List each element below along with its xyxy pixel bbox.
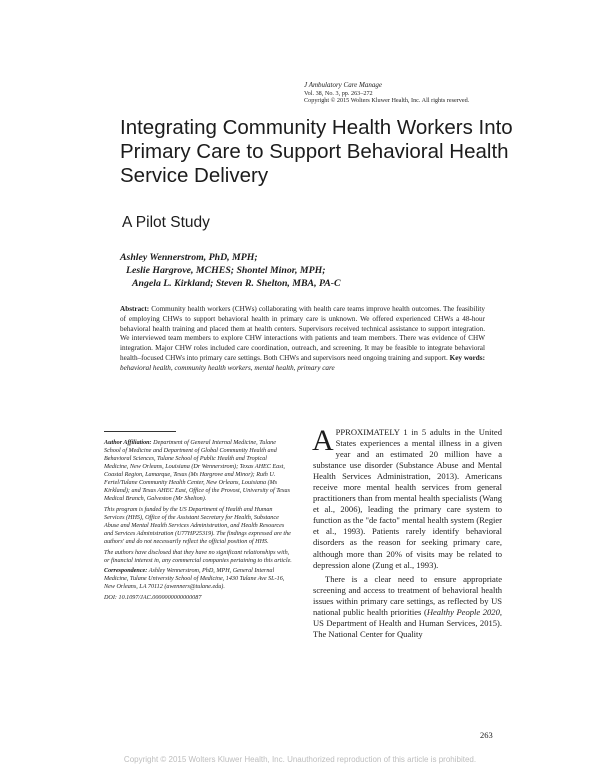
author-list: [120, 251, 540, 290]
body-paragraph: [312, 424, 502, 571]
correspondence-note: [104, 567, 292, 591]
author-line: Angela L. Kirkland; Steven R. Shelton, MBA, PA-C: [132, 278, 341, 289]
author-line: Leslie Hargrove, MCHES; Shontel Minor, MPH;: [126, 265, 326, 276]
lead-in: PPROXIMATELY: [335, 427, 400, 437]
affiliation-note: [104, 439, 292, 503]
drop-cap: A: [312, 424, 334, 457]
abstract: [120, 305, 485, 374]
doi-note: DOI: 10.1097/JAC.0000000000000087: [104, 594, 202, 601]
footnotes: [104, 439, 292, 604]
funding-note: This program is funded by the US Department of Health and Human Services (HHS), Office of the Assistant Secretary for Health, Substance Abuse and Mental Health Services Administration, and Health Resources and Services Administration (U77HP25319). The findings expressed are the authors' and do not necessarily reflect the official position of HHS.: [104, 506, 291, 546]
footer-copyright: Copyright © 2015 Wolters Kluwer Health, Inc. Unauthorized reproduction of this article is prohibited.: [123, 755, 477, 764]
paragraph-text: 1 in 5 adults in the United States experiences a mental illness in a given year and an estimated 20 million have a substance use disorder (Substance Abuse and Mental Health Services Administration, 2013). Americans receive more mental health services from general practitioners than from mental health specialists (Wang et al., 2006), leading the primary care system to function as the "de facto" mental health system (Regier et al., 1993). Patients rarely identify behavioral disorders as the reason for seeking primary care, although more than 20% of visits may be related to depression alone (Zung et al., 1993).: [313, 427, 502, 570]
correspondence-label: Correspondence:: [104, 568, 148, 575]
body-text-column: [312, 424, 502, 643]
paragraph-text: There is a clear need to ensure appropriate screening and access to treatment of behavioral health issues within primary care settings, as reflected by US national public health priorities (: [313, 573, 502, 617]
journal-volume: Vol. 38, No. 3, pp. 263–272: [304, 89, 373, 97]
abstract-text: Community health workers (CHWs) collaborating with health care teams improve health outcomes. The feasibility of employing CHWs to support behavioral health in primary care is unknown. We offered experienced CHWs a 48-hour behavioral health training and placed them at health centers. Supervisors received technical assistance to support integration. We interviewed team members to explore CHW interactions with patients and team members. There was evidence of CHW integration. Major CHW roles included care coordination, outreach, and screening. It may be feasible to integrate behavioral health–focused CHWs into primary care settings. Both CHWs and supervisors need ongoing training and support.: [120, 305, 486, 362]
abstract-label: Abstract:: [120, 305, 150, 313]
keywords-text: behavioral health, community health workers, mental health, primary care: [120, 363, 335, 372]
author-line: Ashley Wennerstrom, PhD, MPH;: [120, 252, 258, 263]
page-number: 263: [480, 730, 493, 740]
affiliation-text: Department of General Internal Medicine, Tulane School of Medicine and Department of Global Community Health and Behavioral Sciences, Tulane School of Public Health and Tropical Medicine, New Orleans, Louisiana (Dr Wennerstrom); Texas AHEC East, Coastal Region, Lamarque, Texas (Ms Hargrove and Minor); Ruth U. Fertel/Tulane Community Health Center, New Orleans, Louisiana (Ms Kirkland); and Texas AHEC East, Office of the Provost, University of Texas Medical Branch, Galveston (Mr Shelton).: [104, 440, 290, 503]
article-title: Integrating Community Health Workers Into Primary Care to Support Behavioral Health Service Delivery: [120, 116, 513, 187]
disclosure-note: The authors have disclosed that they have no significant relationships with, or financial interest in, any commercial companies pertaining to this article.: [104, 549, 292, 564]
journal-name: J Ambulatory Care Manage: [304, 81, 382, 89]
correspondence-text: Ashley Wennerstrom, PhD, MPH, General Internal Medicine, Tulane University School of Medicine, 1430 Tulane Ave SL-16, New Orleans, LA 70112 (awenners@tulane.edu).: [104, 568, 285, 591]
journal-copyright: Copyright © 2015 Wolters Kluwer Health, Inc. All rights reserved.: [304, 97, 470, 105]
journal-header: [304, 82, 544, 105]
paragraph-text: , US Department of Health and Human Services, 2015). The National Center for Quality: [313, 606, 502, 639]
article-subtitle: A Pilot Study: [122, 214, 210, 231]
body-paragraph: [313, 574, 502, 640]
keywords-label: Key words:: [449, 353, 485, 362]
footnote-divider: [104, 431, 176, 432]
italic-title: Healthy People 2020: [426, 606, 500, 617]
affiliation-label: Author Affiliation:: [104, 440, 152, 446]
